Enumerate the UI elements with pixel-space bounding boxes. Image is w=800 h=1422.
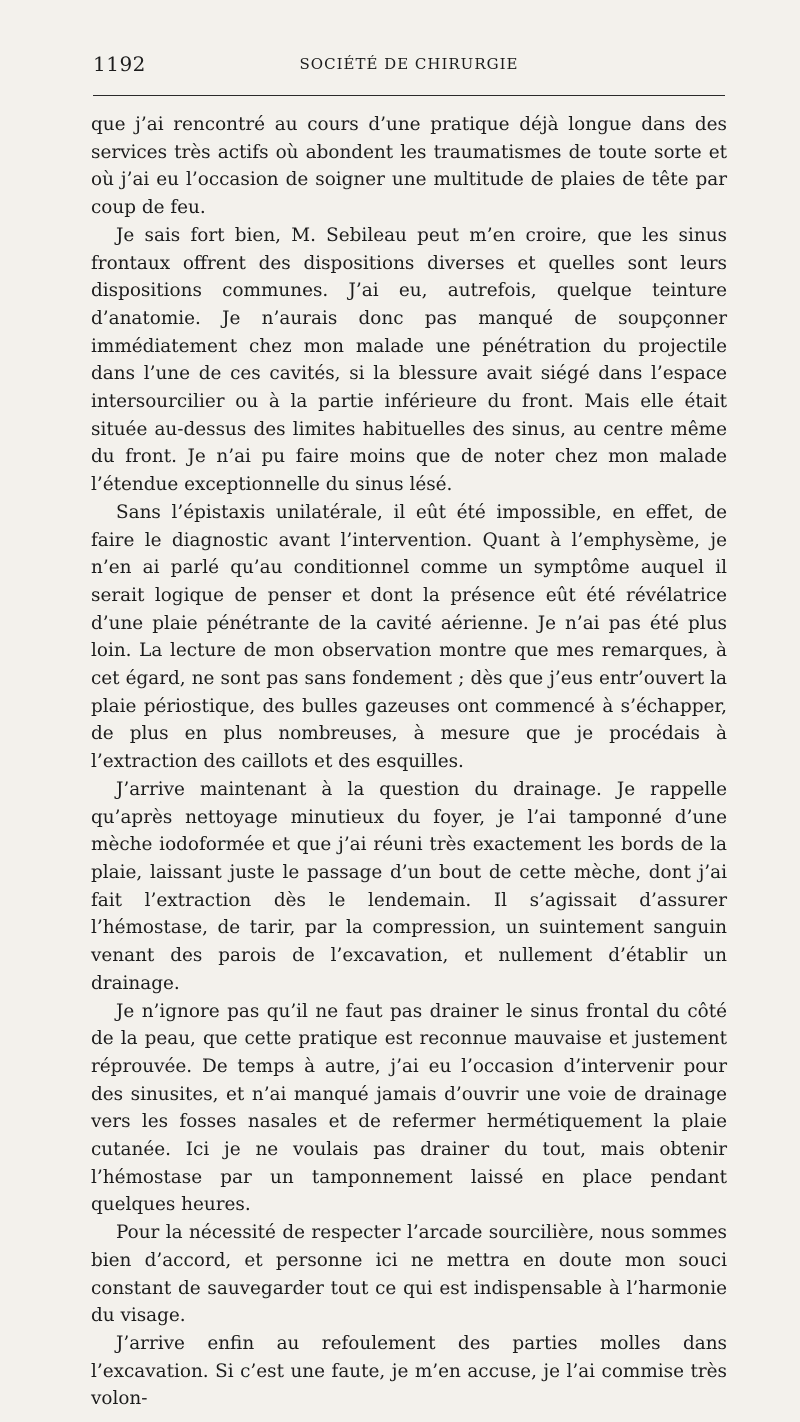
- paragraph: Pour la nécessité de respecter l’arcade sourcilière, nous sommes bien d’accord, et personne ici ne mettra en doute mon souci constant de sauvegarder tout ce qui est indispensable à l’harmonie du visage.: [91, 1222, 727, 1327]
- body-text: [91, 111, 727, 1413]
- paragraph: J’arrive enfin au refoulement des parties molles dans l’excavation. Si c’est une faute, je m’en accuse, je l’ai commise très volon-: [91, 1332, 727, 1410]
- paragraph-continued: que j’ai rencontré au cours d’une pratique déjà longue dans des services très actifs où abondent les traumatismes de toute sorte et où j’ai eu l’occasion de soigner une multitude de plaies de tête par coup de feu.: [91, 114, 727, 219]
- paragraph: Je sais fort bien, M. Sebileau peut m’en croire, que les sinus frontaux offrent des dispositions diverses et quelles sont leurs dispositions communes. J’ai eu, autrefois, quelque teinture d’anatomie. Je n’aurais donc pas manqué de soupçonner immédiatement chez mon malade une pénétration du projectile dans l’une de ces cavités, si la blessure avait siégé dans l’espace intersourcilier ou à la partie inférieure du front. Mais elle était située au-dessus des limites habituelles des sinus, au centre même du front. Je n’ai pu faire moins que de noter chez mon malade l’étendue exceptionnelle du sinus lésé.: [91, 224, 727, 496]
- paragraph: J’arrive maintenant à la question du drainage. Je rappelle qu’après nettoyage minutieux du foyer, je l’ai tamponné d’une mèche iodoformée et que j’ai réuni très exactement les bords de la plaie, laissant juste le passage d’un bout de cette mèche, dont j’ai fait l’extraction dès le lendemain. Il s’agissait d’assurer l’hémostase, de tarir, par la compression, un suintement sanguin venant des parois de l’excavation, et nullement d’établir un drainage.: [91, 778, 727, 994]
- paragraph: Sans l’épistaxis unilatérale, il eût été impossible, en effet, de faire le diagnostic avant l’intervention. Quant à l’emphysème, je n’en ai parlé qu’au conditionnel comme un symptôme auquel il serait logique de penser et dont la présence eût été révélatrice d’une plaie pénétrante de la cavité aérienne. Je n’ai pas été plus loin. La lecture de mon observation montre que mes remarques, à cet égard, ne sont pas sans fondement ; dès que j’eus entr’ouvert la plaie périostique, des bulles gazeuses ont commencé à s’échapper, de plus en plus nombreuses, à mesure que je procédais à l’extraction des caillots et des esquilles.: [91, 501, 727, 773]
- header-rule: [93, 95, 725, 96]
- running-title: SOCIÉTÉ DE CHIRURGIE: [299, 55, 519, 73]
- page-number: 1192: [93, 52, 146, 76]
- page-header: [93, 52, 725, 82]
- paragraph: Je n’ignore pas qu’il ne faut pas drainer le sinus frontal du côté de la peau, que cette pratique est reconnue mauvaise et justement réprouvée. De temps à autre, j’ai eu l’occasion d’intervenir pour des sinusites, et n’ai manqué jamais d’ouvrir une voie de drainage vers les fosses nasales et de refermer hermétiquement la plaie cutanée. Ici je ne voulais pas drainer du tout, mais obtenir l’hémostase par un tamponnement laissé en place pendant quelques heures.: [91, 1000, 727, 1216]
